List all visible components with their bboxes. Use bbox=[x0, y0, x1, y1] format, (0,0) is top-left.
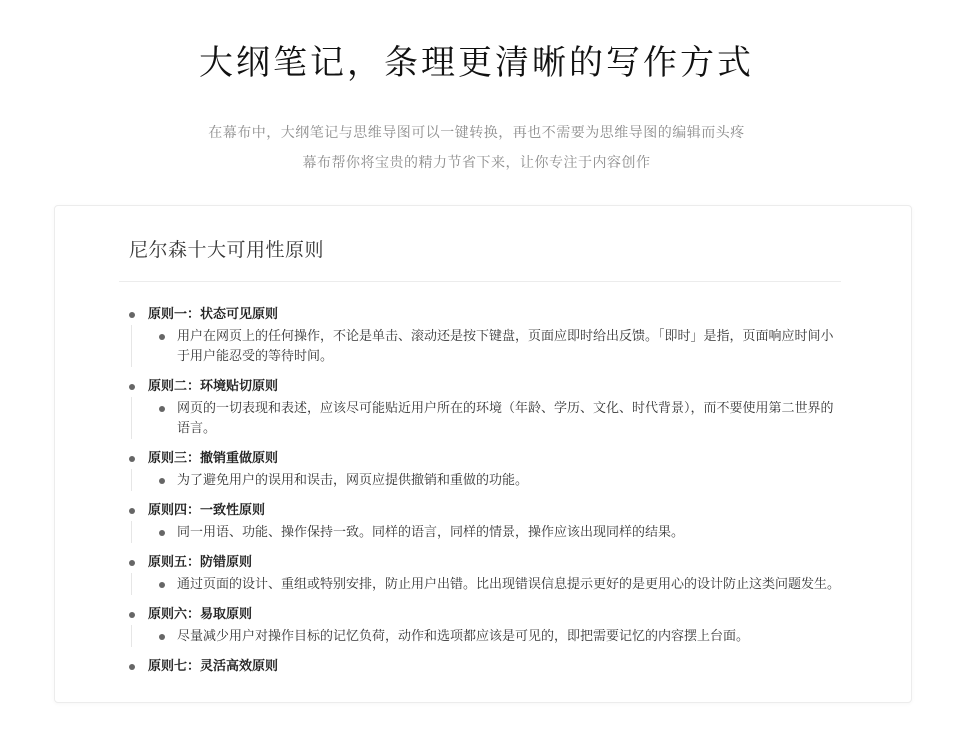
bullet-icon[interactable] bbox=[159, 478, 165, 484]
bullet-icon[interactable] bbox=[129, 560, 135, 566]
hero-subtitle bbox=[0, 118, 953, 178]
outline-item-heading[interactable] bbox=[119, 605, 844, 625]
outline-item-heading[interactable] bbox=[119, 657, 844, 677]
outline-child-item[interactable] bbox=[132, 469, 844, 491]
bullet-icon[interactable] bbox=[159, 334, 165, 340]
outline-child-text: 尽量减少用户对操作目标的记忆负荷，动作和选项都应该是可见的，即把需要记忆的内容摆上台面。 bbox=[177, 629, 750, 644]
bullet-icon[interactable] bbox=[159, 530, 165, 536]
bullet-icon[interactable] bbox=[159, 582, 165, 588]
outline-item-heading-text: 原则二：环境贴切原则 bbox=[148, 379, 279, 394]
outline-item-heading[interactable] bbox=[119, 449, 844, 469]
bullet-icon[interactable] bbox=[159, 634, 165, 640]
outline-children bbox=[131, 397, 844, 439]
outline-child-item[interactable] bbox=[132, 573, 844, 595]
hero-subtitle-line-1: 在幕布中，大纲笔记与思维导图可以一键转换，再也不需要为思维导图的编辑而头疼 bbox=[208, 125, 745, 141]
outline-child-item[interactable] bbox=[132, 625, 844, 647]
outline-item-principle bbox=[119, 605, 844, 647]
outline-child-text: 为了避免用户的误用和误击，网页应提供撤销和重做的功能。 bbox=[177, 473, 529, 488]
outline-child-text: 用户在网页上的任何操作，不论是单击、滚动还是按下键盘，页面应即时给出反馈。「即时」是指，页面响应时间小于用户能忍受的等待时间。 bbox=[177, 329, 834, 364]
bullet-icon[interactable] bbox=[129, 612, 135, 618]
bullet-icon[interactable] bbox=[129, 312, 135, 318]
bullet-icon[interactable] bbox=[129, 456, 135, 462]
outline-child-item[interactable] bbox=[132, 521, 844, 543]
outline-item-heading-text: 原则三：撤销重做原则 bbox=[148, 451, 279, 466]
outline-item-principle bbox=[119, 305, 844, 367]
outline-item-heading[interactable] bbox=[119, 377, 844, 397]
outline-item-heading-text: 原则五：防错原则 bbox=[148, 555, 253, 570]
bullet-icon[interactable] bbox=[129, 384, 135, 390]
outline-item-heading-text: 原则六：易取原则 bbox=[148, 607, 253, 622]
outline-child-text: 同一用语、功能、操作保持一致。同样的语言，同样的情景，操作应该出现同样的结果。 bbox=[177, 525, 685, 540]
outline-item-heading-text: 原则一：状态可见原则 bbox=[148, 307, 279, 322]
outline-item-heading-text: 原则七：灵活高效原则 bbox=[148, 659, 279, 674]
bullet-icon[interactable] bbox=[159, 406, 165, 412]
outline-children bbox=[131, 521, 844, 543]
outline-item-principle bbox=[119, 501, 844, 543]
outline-child-item[interactable] bbox=[132, 325, 844, 367]
document-title[interactable]: 尼尔森十大可用性原则 bbox=[129, 239, 325, 261]
outline-item-principle bbox=[119, 449, 844, 491]
outline-item-heading[interactable] bbox=[119, 501, 844, 521]
outline-item-principle bbox=[119, 553, 844, 595]
hero-title: 大纲笔记，条理更清晰的写作方式 bbox=[199, 43, 754, 83]
title-divider bbox=[119, 281, 841, 282]
outline-list bbox=[119, 305, 844, 687]
outline-item-heading[interactable] bbox=[119, 553, 844, 573]
outline-child-item[interactable] bbox=[132, 397, 844, 439]
outline-document-card[interactable] bbox=[54, 205, 912, 703]
outline-child-text: 网页的一切表现和表述，应该尽可能贴近用户所在的环境（年龄、学历、文化、时代背景），而不要使用第二世界的语言。 bbox=[177, 401, 834, 436]
hero-subtitle-line-2: 幕布帮你将宝贵的精力节省下来，让你专注于内容创作 bbox=[302, 155, 651, 171]
outline-item-heading-text: 原则四：一致性原则 bbox=[148, 503, 266, 518]
outline-children bbox=[131, 325, 844, 367]
outline-children bbox=[131, 573, 844, 595]
outline-children bbox=[131, 469, 844, 491]
outline-children bbox=[131, 625, 844, 647]
outline-child-text: 通过页面的设计、重组或特别安排，防止用户出错。比出现错误信息提示更好的是更用心的设计防止这类问题发生。 bbox=[177, 577, 841, 592]
outline-item-heading[interactable] bbox=[119, 305, 844, 325]
outline-item-principle bbox=[119, 657, 844, 677]
outline-item-principle bbox=[119, 377, 844, 439]
bullet-icon[interactable] bbox=[129, 508, 135, 514]
bullet-icon[interactable] bbox=[129, 664, 135, 670]
